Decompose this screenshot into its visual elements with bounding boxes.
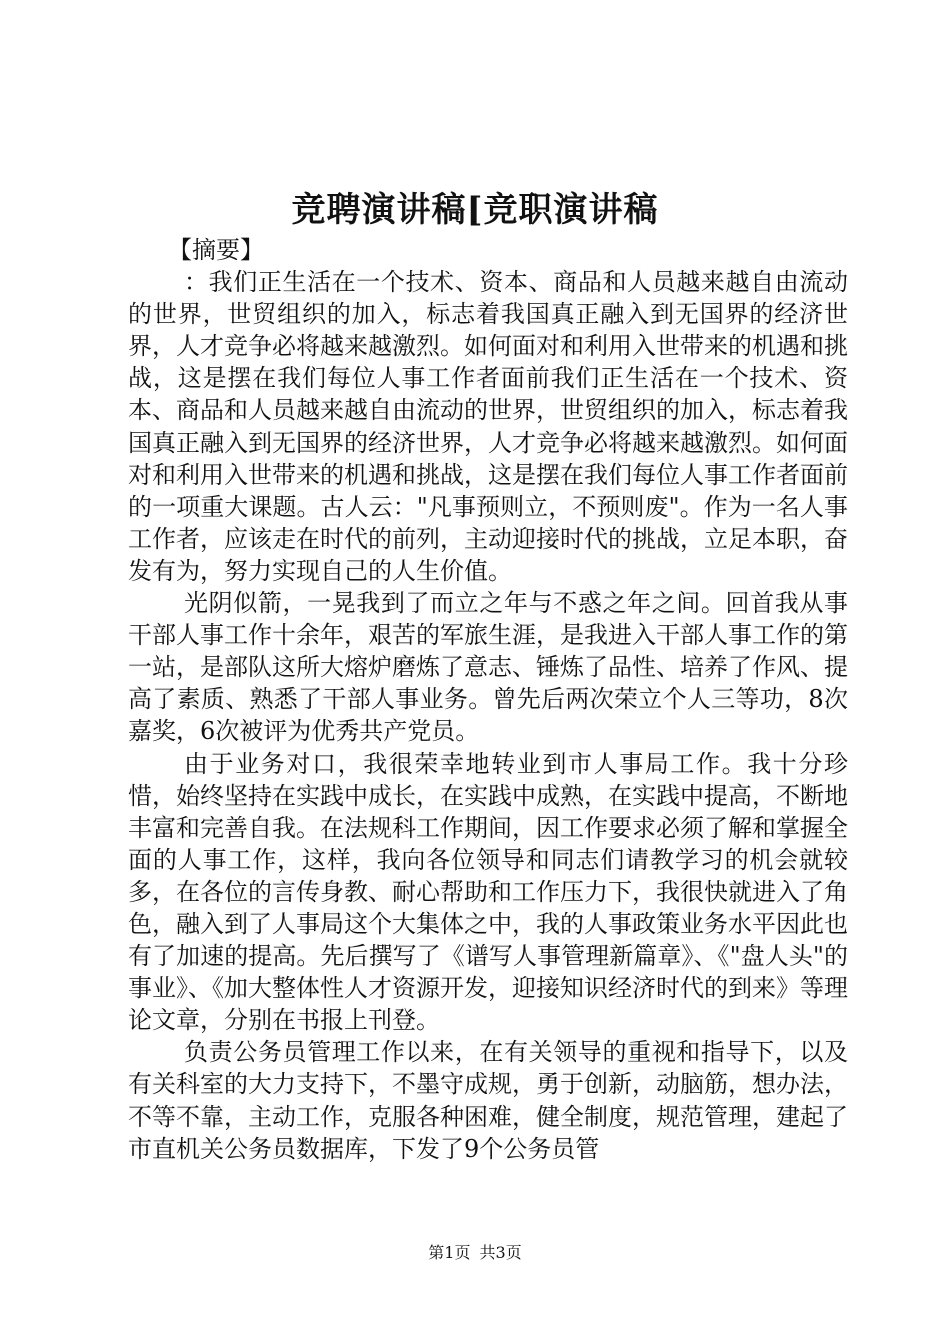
- page-number-footer: 第1页 共3页: [428, 1243, 522, 1262]
- document-title: 竞聘演讲稿[竞职演讲稿: [291, 190, 659, 230]
- document-body: [128, 234, 848, 1165]
- paragraph-transfer: 由于业务对口，我很荣幸地转业到市人事局工作。我十分珍惜，始终坚持在实践中成长，在实践中成熟，在实践中提高，不断地丰富和完善自我。在法规科工作期间，因工作要求必须了解和掌握全面的人事工作，这样，我向各位领导和同志们请教学习的机会就较多，在各位的言传身教、耐心帮助和工作压力下，我很快就进入了角色，融入到了人事局这个大集体之中，我的人事政策业务水平因此也有了加速的提高。先后撰写了《谱写人事管理新篇章》、《"盘人头"的事业》、《加大整体性人才资源开发，迎接知识经济时代的到来》等理论文章，分别在书报上刊登。: [128, 749, 848, 1035]
- paragraph-abstract: ：我们正生活在一个技术、资本、商品和人员越来越自由流动的世界，世贸组织的加入，标志着我国真正融入到无国界的经济世界，人才竞争必将越来越激烈。如何面对和利用入世带来的机遇和挑战，这是摆在我们每位人事工作者面前我们正生活在一个技术、资本、商品和人员越来越自由流动的世界，世贸组织的加入，标志着我国真正融入到无国界的经济世界，人才竞争必将越来越激烈。如何面对和利用入世带来的机遇和挑战，这是摆在我们每位人事工作者面前的一项重大课题。古人云："凡事预则立，不预则废"。作为一名人事工作者，应该走在时代的前列，主动迎接时代的挑战，立足本职，奋发有为，努力实现自己的人生价值。: [128, 268, 848, 585]
- paragraph-civil-service: 负责公务员管理工作以来，在有关领导的重视和指导下，以及有关科室的大力支持下，不墨守成规，勇于创新，动脑筋，想办法，不等不靠，主动工作，克服各种困难，健全制度，规范管理，建起了市直机关公务员数据库，下发了9个公务员管: [128, 1038, 848, 1163]
- abstract-label: 【摘要】: [168, 236, 264, 264]
- paragraph-career: 光阴似箭，一晃我到了而立之年与不惑之年之间。回首我从事干部人事工作十余年，艰苦的军旅生涯，是我进入干部人事工作的第一站，是部队这所大熔炉磨炼了意志、锤炼了品性、培养了作风、提高了素质、熟悉了干部人事业务。曾先后两次荣立个人三等功，8次嘉奖，6次被评为优秀共产党员。: [128, 589, 848, 746]
